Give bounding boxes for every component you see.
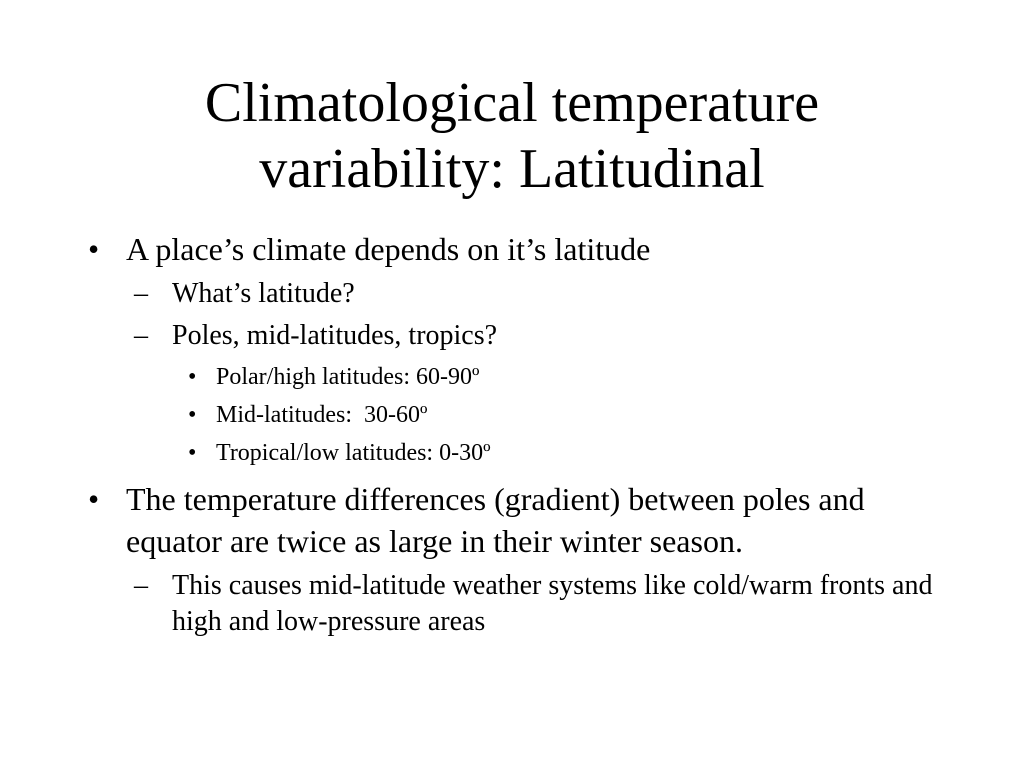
bullet-marker: • [188,440,197,466]
dash-marker: – [134,278,148,309]
sub-sub-bullet-item [84,362,964,392]
bullet-marker: • [188,364,197,390]
dash-marker: – [134,570,148,601]
bullet-item [84,478,964,562]
slide-title-line-1: Climatological temperature [204,72,820,134]
sub-sub-bullet-item [84,438,964,468]
sub-bullet-item [84,276,964,312]
bullet-marker: • [188,402,197,428]
sub-sub-bullet-text: Polar/high latitudes: 60-90º [216,364,480,390]
bullet-marker: • [88,231,100,267]
sub-bullet-text: What’s latitude? [172,278,355,309]
sub-sub-bullet-item [84,400,964,430]
sub-bullet-text: This causes mid-latitude weather systems like cold/warm fronts and high and low-pressure areas [172,570,933,637]
sub-sub-bullet-text: Tropical/low latitudes: 0-30º [216,440,491,466]
bullet-marker: • [88,481,100,517]
bullet-text: A place’s climate depends on it’s latitude [126,231,651,267]
sub-sub-bullet-text: Mid-latitudes: 30-60º [216,402,428,428]
bullet-item [84,228,964,270]
bullet-text: The temperature differences (gradient) between poles and equator are twice as large in their winter season. [126,481,865,559]
dash-marker: – [134,320,148,351]
sub-bullet-text: Poles, mid-latitudes, tropics? [172,320,498,351]
sub-bullet-item [84,568,964,640]
slide-title-line-2: variability: Latitudinal [259,138,765,200]
sub-bullet-item [84,318,964,354]
bullet-list [84,228,964,640]
slide-title [80,70,944,202]
